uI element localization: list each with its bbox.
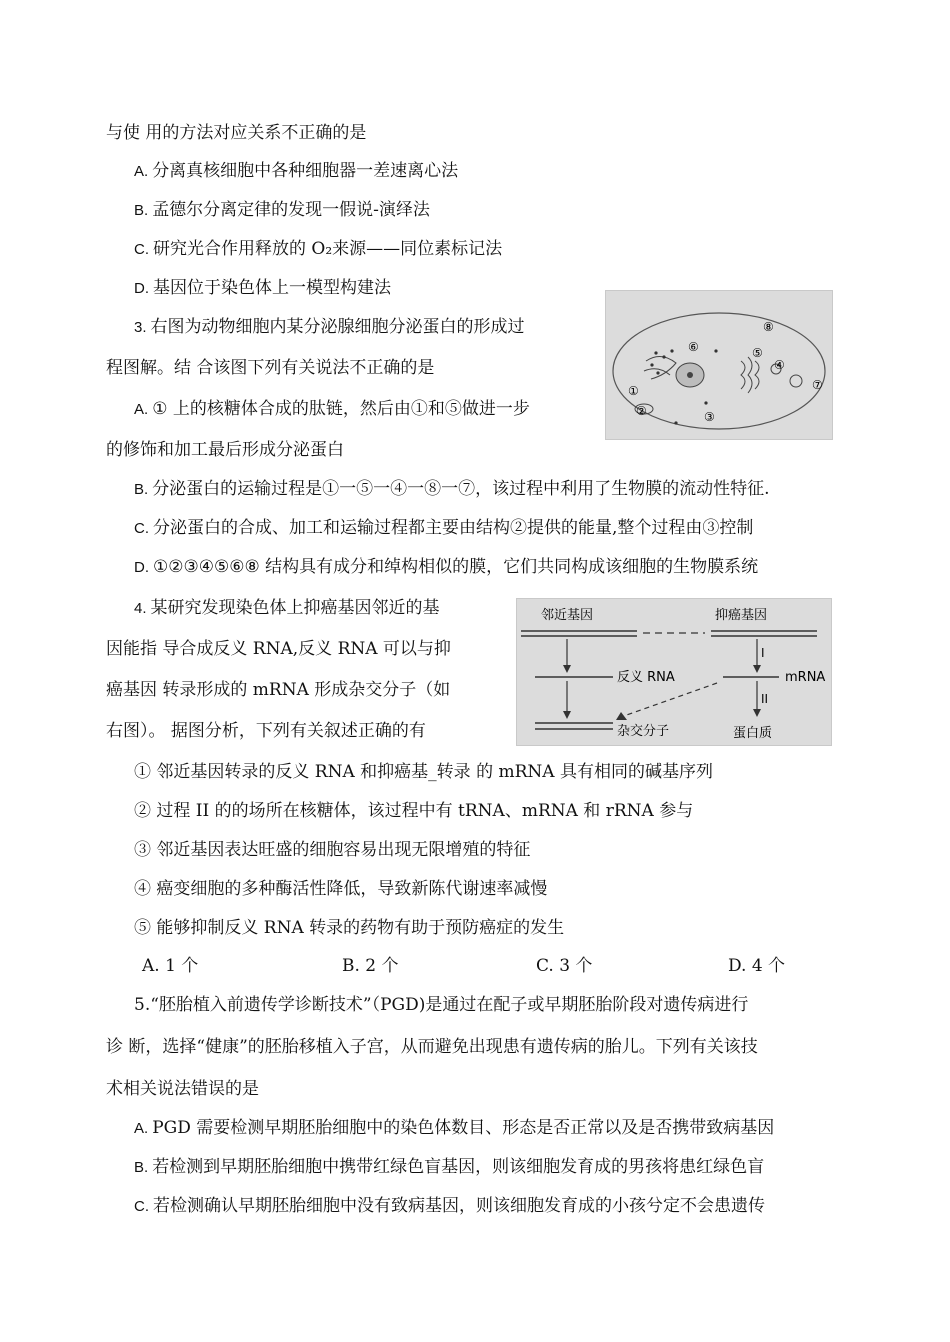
- vesicle-2: [790, 375, 802, 387]
- q4-stem-line3: 癌基因 转录形成的 mRNA 形成杂交分子（如: [106, 680, 451, 700]
- q2-option-d: D. 基因位于染色体上一模型构建法: [134, 278, 391, 298]
- protein-label: 蛋白质: [733, 726, 773, 741]
- q4-statement-4: ④ 癌变细胞的多种酶活性降低，导致新陈代谢速率减慢: [134, 879, 548, 899]
- label-3: ③: [704, 410, 715, 424]
- arrow-head: [616, 712, 627, 720]
- q4-choice-a: A. 1 个: [142, 956, 199, 976]
- arrow-head: [753, 665, 761, 673]
- q4-statement-2: ② 过程 II 的的场所在核糖体，该过程中有 tRNA、mRNA 和 rRNA 参与: [134, 801, 694, 821]
- ribosome: [704, 401, 707, 404]
- q2-option-a: A. 分离真核细胞中各种细胞器一差速离心法: [134, 161, 459, 181]
- q5-option-a: A. PGD 需要检测早期胚胎细胞中的染色体数目、形态是否正常以及是否携带致病基因: [134, 1118, 775, 1138]
- nucleolus: [687, 372, 693, 378]
- golgi-2: [748, 357, 752, 393]
- step-2-label: II: [761, 692, 769, 706]
- hybrid-label: 杂交分子: [617, 724, 670, 739]
- label-2: ②: [636, 404, 647, 418]
- q2-stem: 与使 用的方法对应关系不正确的是: [106, 123, 367, 143]
- label-8: ⑧: [763, 320, 774, 334]
- q3-option-b: B. 分泌蛋白的运输过程是①一⑤一④一⑧一⑦，该过程中利用了生物膜的流动性特征.: [134, 479, 770, 499]
- neighbor-gene-label: 邻近基因: [541, 608, 594, 623]
- gene-figure: [516, 598, 832, 746]
- ribosome: [650, 363, 653, 366]
- q5-stem-line2: 诊 断，选择“健康”的胚胎移植入子宫，从而避免出现患有遗传病的胎儿。下列有关该技: [106, 1037, 758, 1057]
- q4-choice-c: C. 3 个: [536, 956, 593, 976]
- q4-stem-line2: 因能指 导合成反义 RNA,反义 RNA 可以与抑: [106, 639, 451, 659]
- q2-option-b: B. 孟德尔分离定律的发现一假说-演绎法: [134, 200, 430, 220]
- q5-option-c: C. 若检测确认早期胚胎细胞中没有致病基因，则该细胞发育成的小孩兮定不会患遗传: [134, 1196, 765, 1216]
- q3-option-c: C. 分泌蛋白的合成、加工和运输过程都主要由结构②提供的能量,整个过程由③控制: [134, 518, 754, 538]
- q4-statement-1: ① 邻近基因转录的反义 RNA 和抑癌基_转录 的 mRNA 具有相同的碱基序列: [134, 762, 713, 782]
- q4-statement-3: ③ 邻近基因表达旺盛的细胞容易出现无限增殖的特征: [134, 840, 531, 860]
- arrow-head: [563, 711, 571, 719]
- q4-stem-line1: 4. 某研究发现染色体上抑癌基因邻近的基: [134, 598, 440, 618]
- q5-stem-line3: 术相关说法错误的是: [106, 1079, 259, 1099]
- q4-stem-line4: 右图）。 据图分析，下列有关叙述正确的有: [106, 721, 426, 741]
- suppressor-gene-label: 抑癌基因: [715, 608, 768, 623]
- golgi-1: [741, 361, 745, 389]
- label-6: ⑥: [688, 340, 699, 354]
- q5-stem-line1: 5.“胚胎植入前遗传学诊断技术”（PGD)是通过在配子或早期胚胎阶段对遗传病进行: [134, 995, 749, 1015]
- q4-choice-b: B. 2 个: [342, 956, 399, 976]
- arrow-head: [753, 709, 761, 717]
- q3-option-d: D. ①②③④⑤⑥⑧ 结构具有成分和绰构相似的膜，它们共同构成该细胞的生物膜系统: [134, 557, 759, 577]
- ribosome: [662, 355, 665, 358]
- q2-option-c: C. 研究光合作用释放的 O₂来源——同位素标记法: [134, 239, 503, 259]
- ribosome: [674, 421, 677, 424]
- label-5: ⑤: [752, 346, 763, 360]
- golgi-3: [755, 361, 759, 389]
- cell-figure: [605, 290, 833, 440]
- cell-diagram: [606, 291, 832, 439]
- label-7: ⑦: [812, 378, 823, 392]
- q3-option-a: A. ① 上的核糖体合成的肽链，然后由①和⑤做进一步: [134, 399, 530, 419]
- arrow-head: [563, 665, 571, 673]
- ribosome: [656, 371, 659, 374]
- dashed-arrow: [621, 683, 717, 717]
- ribosome: [654, 351, 657, 354]
- q4-choice-d: D. 4 个: [728, 956, 786, 976]
- antisense-rna-label: 反义 RNA: [617, 670, 675, 685]
- label-4: ④: [774, 358, 785, 372]
- mrna-label: mRNA: [785, 670, 826, 685]
- q4-statement-5: ⑤ 能够抑制反义 RNA 转录的药物有助于预防癌症的发生: [134, 918, 565, 938]
- step-1-label: I: [761, 646, 765, 660]
- label-1: ①: [628, 384, 639, 398]
- q3-option-a-cont: 的修饰和加工最后形成分泌蛋白: [106, 440, 344, 460]
- ribosome: [714, 349, 717, 352]
- q3-stem-line1: 3. 右图为动物细胞内某分泌腺细胞分泌蛋白的形成过: [134, 317, 525, 337]
- q3-stem-line2: 程图解。结 合该图下列有关说法不正确的是: [106, 358, 435, 378]
- gene-diagram: [517, 599, 831, 745]
- q5-option-b: B. 若检测到早期胚胎细胞中携带红绿色盲基因，则该细胞发育成的男孩将患红绿色盲: [134, 1157, 765, 1177]
- ribosome: [670, 349, 673, 352]
- er-membrane: [646, 356, 676, 379]
